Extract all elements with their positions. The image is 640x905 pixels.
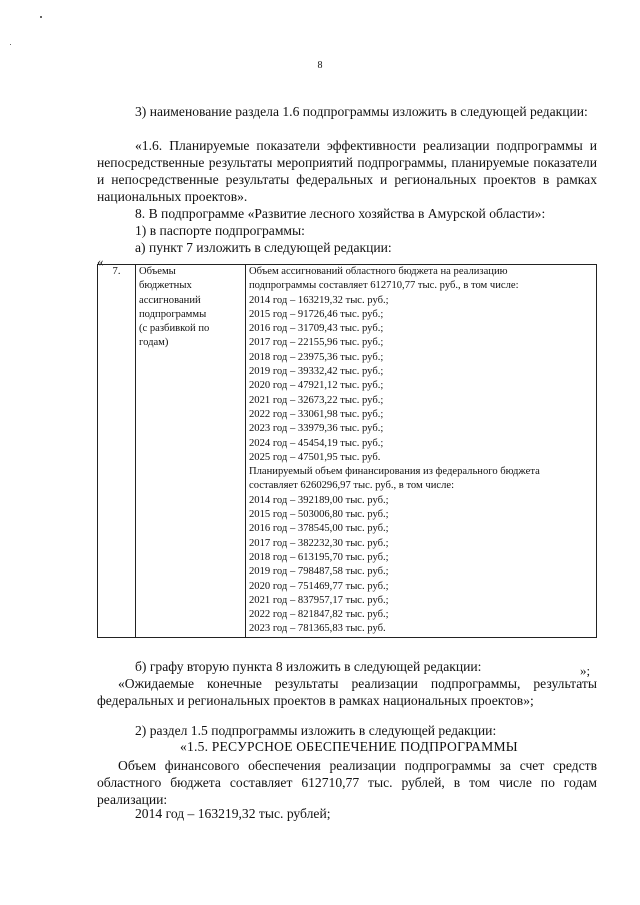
regional-year-line: 2021 год – 32673,22 тыс. руб.; [249,394,384,406]
scan-speck [10,44,11,45]
budget-table [97,264,597,638]
page-number: 8 [317,60,323,71]
regional-year-line: 2025 год – 47501,95 тыс. руб. [249,451,381,463]
label-line: (с разбивкой по [139,323,210,335]
regional-year-line: 2022 год – 33061,98 тыс. руб.; [249,408,384,420]
row-number-cell: 7. [98,265,136,638]
paragraph-financing-volume: Объем финансового обеспечения реализации подпрограммы за счет средств областного бюджета составляет 612710,77 тыс. рублей, в том числе по годам реализации: [97,758,597,807]
label-line: подпрограммы [139,308,207,320]
paragraph-expected-results: «Ожидаемые конечные результаты реализации подпрограммы, результаты федеральных и региональных проектов в рамках национальных проектов»; [97,676,597,708]
regional-year-line: 2014 год – 163219,32 тыс. руб.; [249,294,389,306]
regional-year-line: 2018 год – 23975,36 тыс. руб.; [249,351,384,363]
quote-open: « [97,254,104,269]
paragraph-section-1-5: 2) раздел 1.5 подпрограммы изложить в следующей редакции: [135,723,497,738]
federal-year-line: 2019 год – 798487,58 тыс. руб.; [249,566,389,578]
federal-year-line: 2021 год – 837957,17 тыс. руб.; [249,594,389,606]
paragraph-column-two: б) графу вторую пункта 8 изложить в следующей редакции: [135,659,482,674]
federal-intro-line: Планируемый объем финансирования из федерального бюджета [249,466,540,478]
paragraph-item-7: а) пункт 7 изложить в следующей редакции: [135,240,392,255]
federal-year-line: 2020 год – 751469,77 тыс. руб.; [249,580,389,592]
paragraph-subprogram-forestry: 8. В подпрограмме «Развитие лесного хозяйства в Амурской области»: [135,206,546,221]
label-line: ассигнований [139,294,201,306]
label-line: Объемы [139,266,176,277]
regional-year-line: 2024 год – 45454,19 тыс. руб.; [249,437,384,449]
regional-year-line: 2023 год – 33979,36 тыс. руб.; [249,423,384,435]
regional-year-line: 2020 год – 47921,12 тыс. руб.; [249,380,384,392]
label-cell [136,265,246,638]
federal-year-line: 2014 год – 392189,00 тыс. руб.; [249,494,389,506]
table-row [98,265,597,638]
federal-year-line: 2015 год – 503006,80 тыс. руб.; [249,509,389,521]
federal-year-line: 2022 год – 821847,82 тыс. руб.; [249,609,389,621]
section-heading-resources: «1.5. РЕСУРСНОЕ ОБЕСПЕЧЕНИЕ ПОДПРОГРАММЫ [180,739,518,754]
paragraph-rename-section: 3) наименование раздела 1.6 подпрограммы изложить в следующей редакции: [135,104,588,119]
federal-year-line: 2018 год – 613195,70 тыс. руб.; [249,551,389,563]
paragraph-section-title-quote: «1.6. Планируемые показатели эффективности реализации подпрограммы и непосредственные результаты мероприятий подпрограммы, планируемые показатели и непосредственные результаты федеральных и региональных проектов в рамках национальных проектов». [97,138,597,204]
label-line: годам) [139,337,169,349]
scan-speck [40,16,42,18]
federal-intro-line: составляет 6260296,97 тыс. руб., в том числе: [249,480,455,492]
label-line: бюджетных [139,280,192,292]
regional-year-line: 2016 год – 31709,43 тыс. руб.; [249,323,384,335]
regional-year-line: 2019 год – 39332,42 тыс. руб.; [249,366,384,378]
federal-year-line: 2016 год – 378545,00 тыс. руб.; [249,523,389,535]
quote-close: »; [580,663,591,678]
regional-intro-line: подпрограммы составляет 612710,77 тыс. руб., в том числе: [249,280,519,292]
regional-intro-line: Объем ассигнований областного бюджета на реализацию [249,266,508,277]
regional-year-line: 2015 год – 91726,46 тыс. руб.; [249,308,384,320]
federal-year-line: 2017 год – 382232,30 тыс. руб.; [249,537,389,549]
paragraph-year-2014: 2014 год – 163219,32 тыс. рублей; [135,806,331,821]
amounts-cell [246,265,597,638]
paragraph-passport: 1) в паспорте подпрограммы: [135,223,305,238]
regional-year-line: 2017 год – 22155,96 тыс. руб.; [249,337,384,349]
federal-year-line: 2023 год – 781365,83 тыс. руб. [249,623,386,635]
